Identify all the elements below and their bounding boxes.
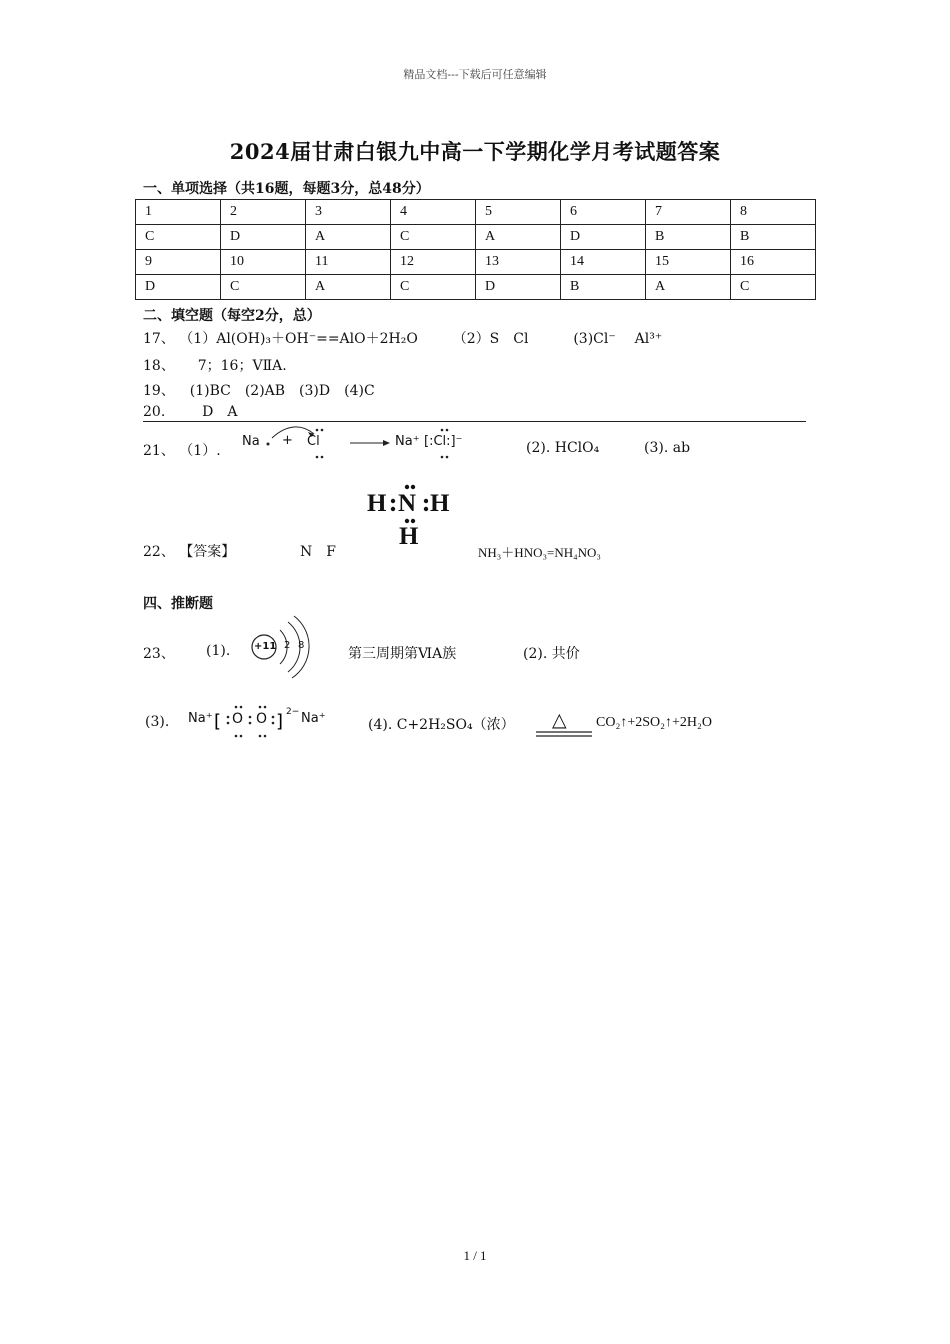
table-cell: C [391,275,476,300]
q18-number: 18、 [143,358,175,374]
table-cell: 11 [306,250,391,275]
shell-2-count: 8 [298,640,305,651]
table-cell: D [476,275,561,300]
q21-number: 21、 [143,443,175,459]
q19-line [143,380,375,400]
table-cell: B [646,225,731,250]
q17-part2: （2）S Cl [452,331,529,347]
table-cell: 6 [561,200,646,225]
q22-label: 【答案】 [179,544,236,560]
cl-atom: Cl [307,434,320,449]
section-2-heading: 二、填空题（每空2分，总） [143,308,321,324]
na-atom: Na [242,434,260,449]
na-ion: Na⁺ [395,434,420,449]
q23-part2: (2). 共价 [523,646,580,662]
table-cell: 4 [391,200,476,225]
q21-part1-label: （1）. [179,443,221,459]
table-cell: D [221,225,306,250]
table-cell: C [731,275,816,300]
table-row [136,250,816,275]
table-cell: 2 [221,200,306,225]
q18-answer: 7；16；ⅤⅡA. [197,358,287,374]
table-row [136,225,816,250]
table-cell: 9 [136,250,221,275]
nacl-formation-diagram [242,422,492,460]
q23-part3-label: (3). [145,714,170,730]
q23-part1-label: (1). [206,643,231,659]
table-cell: 5 [476,200,561,225]
q23-period-group: 第三周期第ⅥA族 [348,646,457,662]
q23-part4: (4). C+2H₂SO₄（浓） [368,717,515,733]
q19-answer: (1)BC (2)AB (3)D (4)C [189,383,375,399]
table-cell: 7 [646,200,731,225]
nh3-electron-formula [365,480,457,552]
oxygen-2: O [256,711,268,727]
plus-sign: + [282,433,293,448]
svg-text:]: ] [276,711,284,732]
table-cell: A [306,275,391,300]
table-cell: B [561,275,646,300]
q18-line [143,355,287,375]
q20-answer: D A [202,404,238,420]
q17-part1-equation: Al(OH)₃＋OH⁻==AlO＋2H₂O [216,331,418,347]
table-cell: A [306,225,391,250]
table-cell: C [136,225,221,250]
oxygen-1: O [232,711,244,727]
heating-condition-sign [536,708,592,740]
table-cell: C [221,275,306,300]
q23-products: CO₂↑+2SO₂↑+2H₂O [596,715,712,730]
table-row [136,275,816,300]
h-bottom: H [399,523,419,550]
table-cell: B [731,225,816,250]
q22-equation: NH₃＋HNO₃=NH₄NO₃ [478,545,601,560]
q21-number-line [143,440,221,460]
h-left: H [367,490,387,517]
q17-ion-1: Cl⁻ [593,331,616,347]
table-cell: A [646,275,731,300]
section-4-heading: 四、推断题 [143,596,213,612]
page-number: 1 / 1 [463,1248,487,1263]
table-cell: 3 [306,200,391,225]
q22-elements: N F [300,544,336,560]
q17-line [143,328,662,348]
table-cell: 16 [731,250,816,275]
n-atom: N [398,490,417,517]
table-cell: 13 [476,250,561,275]
table-cell: 8 [731,200,816,225]
q17-part3-label: (3) [573,331,594,347]
svg-text:[: [ [214,711,222,732]
q22-number: 22、 [143,544,175,560]
table-cell: C [391,225,476,250]
nucleus-charge: +11 [254,641,277,652]
na2o2-electron-formula [188,702,338,742]
na-ion-right: Na⁺ [301,711,326,726]
q21-part3: (3). ab [644,440,691,456]
q17-part1-label: （1） [179,331,217,347]
q19-number: 19、 [143,383,175,399]
table-cell: A [476,225,561,250]
section-1-heading: 一、单项选择（共16题，每题3分，总48分） [143,181,430,197]
q17-ion-2: Al³⁺ [634,331,663,347]
table-cell: 15 [646,250,731,275]
table-row [136,200,816,225]
q21-part2: (2). HClO₄ [526,440,600,456]
q20-line [143,401,238,421]
table-cell: 14 [561,250,646,275]
table-cell: 10 [221,250,306,275]
h-right: H [430,490,450,517]
page-title: 2024届甘肃白银九中高一下学期化学月考试题答案 [229,139,721,164]
q22-line [143,541,235,561]
watermark-text: 精品文档---下载后可任意编辑 [403,68,547,81]
na-ion-left: Na⁺ [188,711,213,726]
heat-triangle-icon: △ [552,709,567,731]
table-cell: D [136,275,221,300]
shell-1-count: 2 [284,640,291,651]
q20-number: 20. [143,404,166,420]
q23-number: 23、 [143,646,175,662]
sodium-atomic-structure-diagram [248,612,312,682]
table-cell: D [561,225,646,250]
chloride-ion: [:Cl:]⁻ [424,434,463,449]
table-cell: 1 [136,200,221,225]
q17-number: 17、 [143,331,175,347]
answer-table [135,199,816,300]
peroxide-charge: 2− [286,707,300,717]
table-cell: 12 [391,250,476,275]
